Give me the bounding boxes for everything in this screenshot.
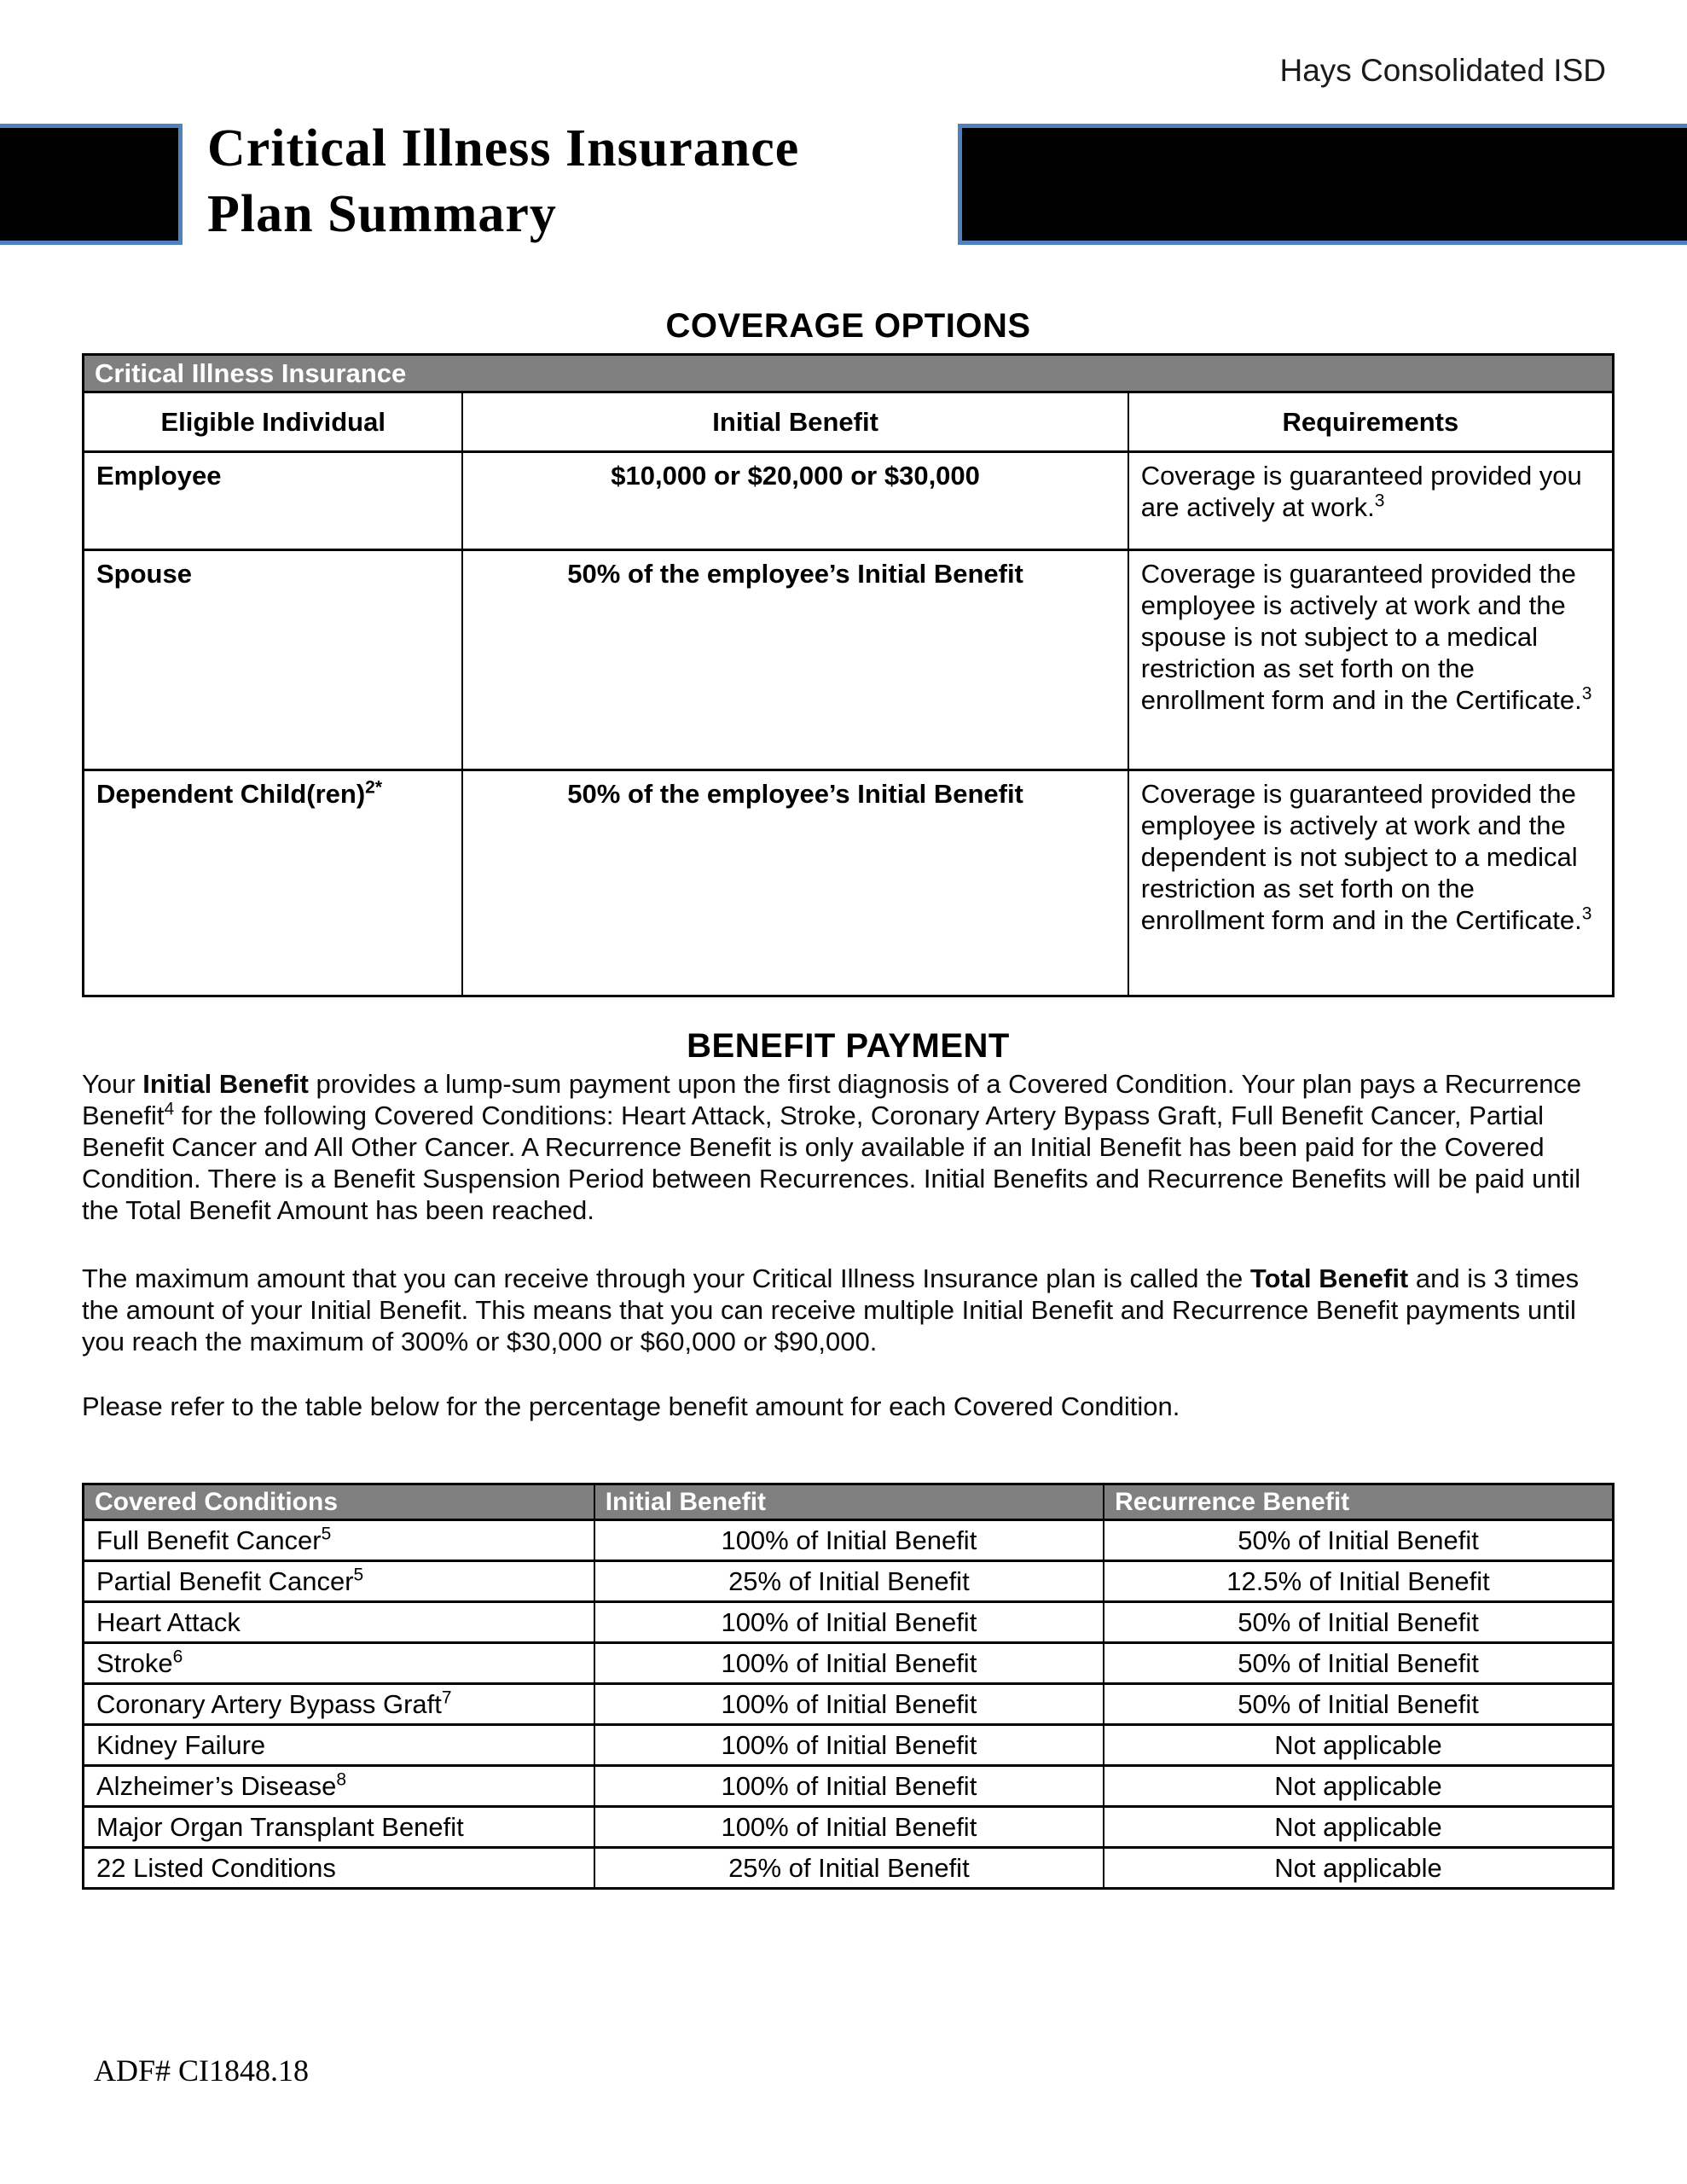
cell-initial: 100% of Initial Benefit [594,1684,1104,1725]
cell-initial: 100% of Initial Benefit [594,1602,1104,1643]
paragraph-text: Your [82,1069,143,1099]
cell-initial: 25% of Initial Benefit [594,1848,1104,1889]
column-header-requirements: Requirements [1128,392,1614,452]
benefits-row-partial-benefit-cancer [84,1561,1614,1602]
condition-label: Major Organ Transplant Benefit [96,1811,464,1842]
cell-initial-benefit: 50% of the employee’s Initial Benefit [462,770,1128,996]
cell-requirements [1128,550,1614,770]
coverage-options-heading: COVERAGE OPTIONS [665,307,1031,345]
condition-label: Partial Benefit Cancer [96,1565,354,1596]
footnote-marker: 4 [164,1099,175,1119]
column-header-initial-benefit: Initial Benefit [462,392,1128,452]
cell-individual [84,452,463,550]
cell-requirements [1128,452,1614,550]
benefits-row-full-benefit-cancer [84,1520,1614,1561]
cell-recurrence: Not applicable [1104,1766,1613,1807]
form-number: ADF# CI1848.18 [94,2053,310,2088]
cell-condition [84,1520,594,1561]
benefits-row-stroke [84,1643,1614,1684]
benefits-row-kidney-failure [84,1725,1614,1766]
column-header-eligible-individual: Eligible Individual [84,392,463,452]
condition-label: Stroke [96,1647,173,1678]
cell-recurrence: 50% of Initial Benefit [1104,1520,1613,1561]
cell-condition [84,1684,594,1725]
benefits-table-header-row [84,1484,1614,1520]
page-title [207,116,799,247]
column-header-covered-conditions: Covered Conditions [84,1484,594,1520]
coverage-table-title-row [84,355,1614,392]
condition-label: Kidney Failure [96,1729,266,1760]
cell-requirements [1128,770,1614,996]
coverage-table-title: Critical Illness Insurance [84,355,1614,392]
cell-recurrence: 50% of Initial Benefit [1104,1602,1613,1643]
condition-footnote: 5 [321,1524,332,1544]
page-title-line-1: Critical Illness Insurance [207,119,800,177]
condition-label: 22 Listed Conditions [96,1852,336,1883]
condition-footnote: 6 [172,1647,183,1667]
title-bar-left-decoration [0,124,183,245]
requirement-text: Coverage is guaranteed provided the employee is actively at work and the dependent is not subject to a medical restriction as set forth on the enrollment form and in the Certificate. [1140,779,1582,935]
cell-initial: 25% of Initial Benefit [594,1561,1104,1602]
paragraph-text: provides a lump-sum payment upon the first diagnosis of a Covered Condition. Your plan pays a Recurrence Benefit [82,1069,1582,1130]
cell-condition [84,1848,594,1889]
individual-footnote: 2* [365,777,383,798]
condition-footnote: 7 [441,1687,452,1708]
cell-condition [84,1561,594,1602]
bold-term-total-benefit: Total Benefit [1249,1263,1409,1293]
cell-initial: 100% of Initial Benefit [594,1643,1104,1684]
paragraph-text: The maximum amount that you can receive through your Critical Illness Insurance plan is called the [82,1263,1250,1293]
benefits-row-major-organ-transplant [84,1807,1614,1848]
coverage-row-dependent-children [84,770,1614,996]
requirement-footnote: 3 [1581,683,1592,704]
title-bar-right-decoration [958,124,1687,245]
cell-initial: 100% of Initial Benefit [594,1766,1104,1807]
individual-label: Spouse [96,559,192,589]
cell-condition [84,1602,594,1643]
benefits-row-alzheimers-disease [84,1766,1614,1807]
cell-recurrence: Not applicable [1104,1725,1613,1766]
benefit-payment-paragraph-1 [82,1068,1615,1226]
cell-recurrence: 50% of Initial Benefit [1104,1684,1613,1725]
condition-label: Heart Attack [96,1606,241,1637]
benefit-payment-heading: BENEFIT PAYMENT [687,1027,1010,1065]
cell-initial-benefit: 50% of the employee’s Initial Benefit [462,550,1128,770]
benefits-row-coronary-artery-bypass-graft [84,1684,1614,1725]
condition-label: Full Benefit Cancer [96,1525,322,1555]
cell-condition [84,1766,594,1807]
benefits-row-22-listed-conditions [84,1848,1614,1889]
page-title-line-2: Plan Summary [207,184,557,243]
cell-individual [84,550,463,770]
org-name: Hays Consolidated ISD [1279,53,1606,88]
cell-recurrence: Not applicable [1104,1848,1613,1889]
cell-recurrence: 50% of Initial Benefit [1104,1643,1613,1684]
cell-condition [84,1643,594,1684]
cell-initial: 100% of Initial Benefit [594,1725,1104,1766]
benefit-payment-paragraph-3: Please refer to the table below for the percentage benefit amount for each Covered Condition. [82,1391,1180,1421]
cell-initial-benefit: $10,000 or $20,000 or $30,000 [462,452,1128,550]
paragraph-text: for the following Covered Conditions: Heart Attack, Stroke, Coronary Artery Bypass Graft, Full Benefit Cancer, Partial Benefit Cancer and All Other Cancer. A Recurrence Benefit is only available if an Initial Benefit has been paid for the Covered Condition. There is a Benefit Suspension Period between Recurrences. Initial Benefits and Recurrence Benefits will be paid until the Total Benefit Amount has been reached. [82,1101,1581,1225]
cell-condition [84,1725,594,1766]
requirement-text: Coverage is guaranteed provided the employee is actively at work and the spouse is not subject to a medical restriction as set forth on the enrollment form and in the Certificate. [1140,559,1582,715]
requirement-footnote: 3 [1374,491,1385,511]
coverage-table-header-row [84,392,1614,452]
requirement-footnote: 3 [1581,903,1592,924]
individual-label: Employee [96,461,222,491]
coverage-row-employee [84,452,1614,550]
benefits-table [82,1483,1615,1890]
coverage-table [82,353,1615,997]
column-header-initial-benefit: Initial Benefit [594,1484,1104,1520]
paragraph-text: and is 3 times the amount of your Initial Benefit. This means that you can receive multiple Initial Benefit and Recurrence Benefit payments until you reach the maximum of 300% or $30,000 or $60,000 or $90,000. [82,1263,1580,1356]
condition-label: Alzheimer’s Disease [96,1770,337,1801]
cell-condition [84,1807,594,1848]
cell-initial: 100% of Initial Benefit [594,1520,1104,1561]
cell-recurrence: 12.5% of Initial Benefit [1104,1561,1613,1602]
coverage-row-spouse [84,550,1614,770]
column-header-recurrence-benefit: Recurrence Benefit [1104,1484,1613,1520]
cell-initial: 100% of Initial Benefit [594,1807,1104,1848]
cell-individual [84,770,463,996]
benefit-payment-paragraph-2 [82,1263,1615,1357]
condition-footnote: 8 [336,1769,347,1790]
bold-term-initial-benefit: Initial Benefit [142,1069,309,1099]
cell-recurrence: Not applicable [1104,1807,1613,1848]
individual-label: Dependent Child(ren) [96,779,366,809]
condition-footnote: 5 [353,1565,364,1585]
condition-label: Coronary Artery Bypass Graft [96,1688,442,1719]
benefits-row-heart-attack [84,1602,1614,1643]
requirement-text: Coverage is guaranteed provided you are actively at work. [1140,461,1582,522]
